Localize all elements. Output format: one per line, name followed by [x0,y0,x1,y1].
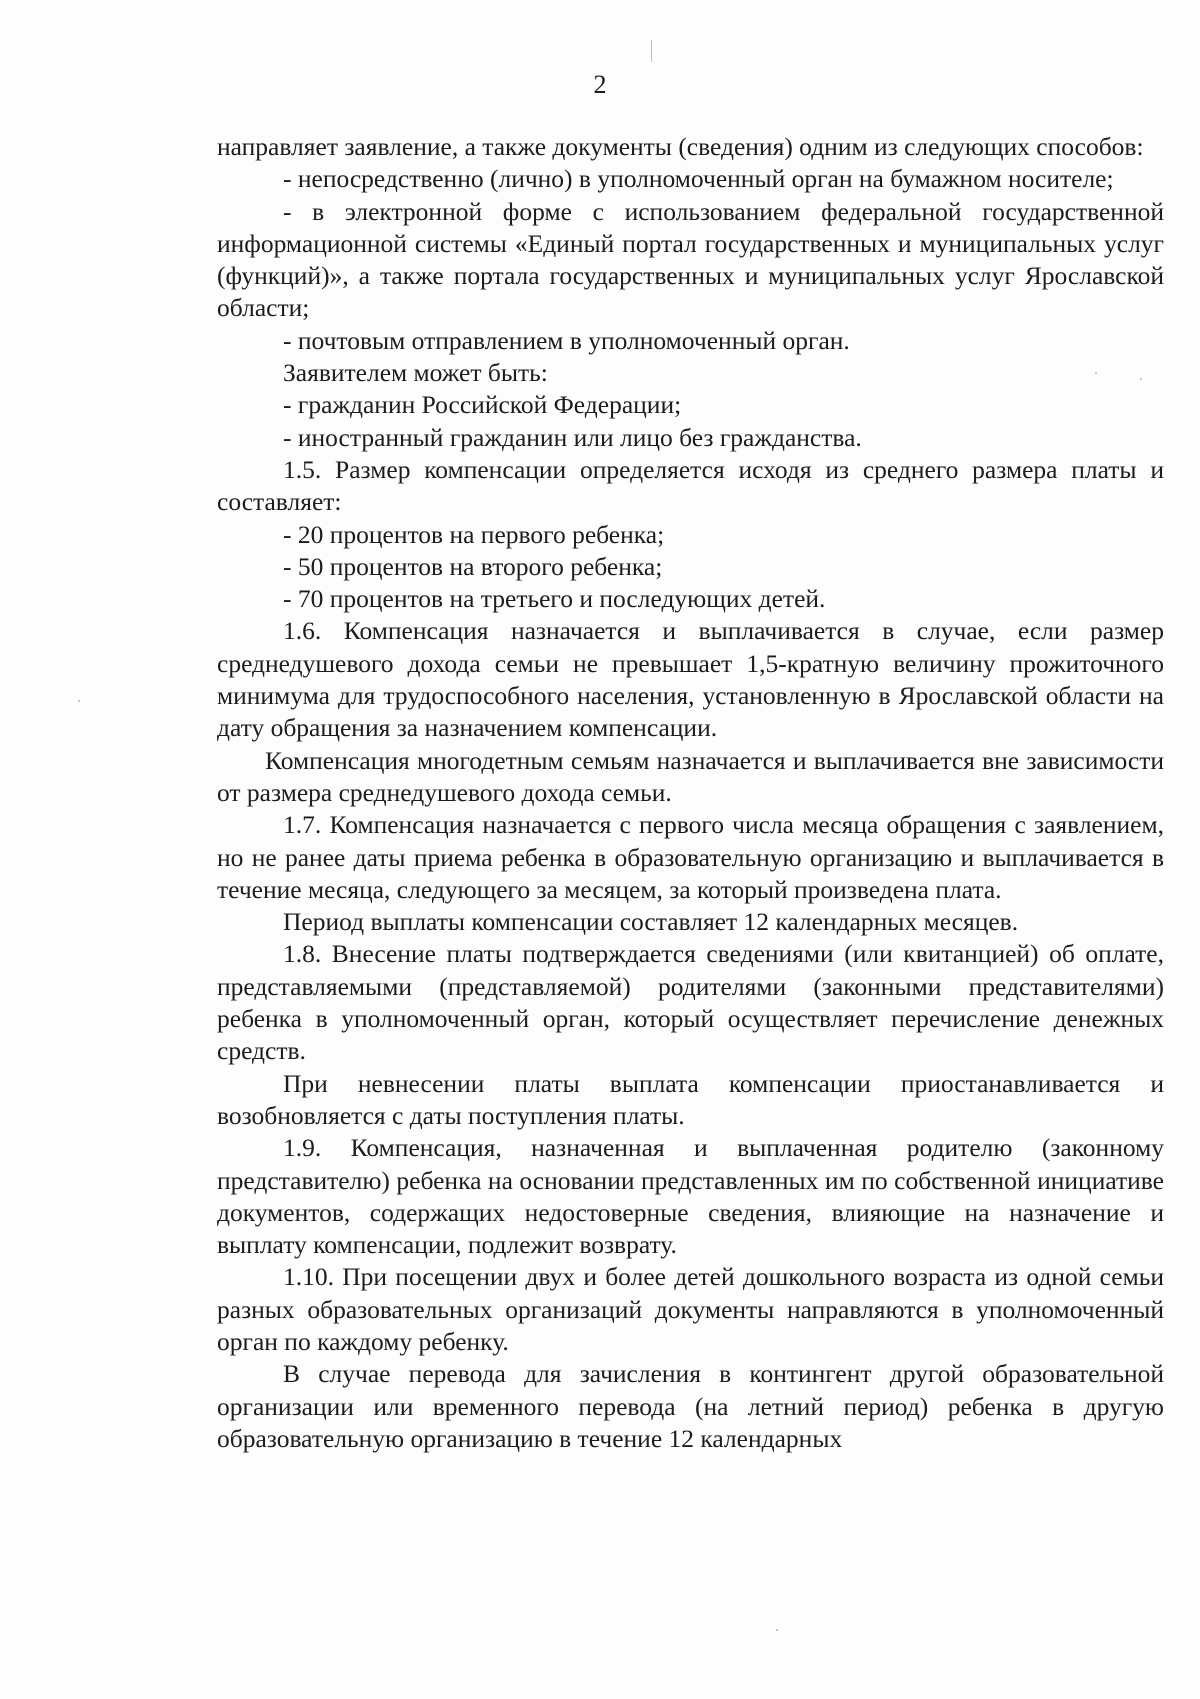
list-item: - иностранный гражданин или лицо без гражданства. [283,422,862,452]
paragraph: Компенсация многодетным семьям назначается и выплачивается вне зависимости от размера среднедушевого дохода семьи. [217,745,1164,807]
clause-1-5: 1.5. Размер компенсации определяется исходя из среднего размера платы и составляет: [217,454,1164,517]
list-item: - почтовым отправлением в уполномоченный орган. [283,325,850,355]
list-item: - непосредственно (лично) в уполномоченный орган на бумажном носителе; [283,164,1114,194]
clause-1-7: 1.7. Компенсация назначается с первого числа месяца обращения с заявлением, но не ранее даты приема ребенка в образовательную организацию и выплачивается в течение месяца, следующего за месяцем, за который произведена плата. [217,810,1164,904]
list-item: - 20 процентов на первого ребенка; [283,519,665,549]
document-body [217,131,1164,1455]
clause-1-6: 1.6. Компенсация назначается и выплачивается в случае, если размер среднедушевого дохода семьи не превышает 1,5-кратную величину прожиточного минимума для трудоспособного населения, установленную в Ярославской области на дату обращения за назначением компенсации. [217,616,1164,743]
list-item: - гражданин Российской Федерации; [283,390,682,420]
paragraph: При невнесении платы выплата компенсации приостанавливается и возобновляется с даты поступления платы. [217,1068,1164,1130]
clause-1-10: 1.10. При посещении двух и более детей дошкольного возраста из одной семьи разных образовательных организаций документы направляются в уполномоченный орган по каждому ребенку. [217,1262,1164,1356]
clause-1-8: 1.8. Внесение платы подтверждается сведениями (или квитанцией) об оплате, представляемыми (представляемой) родителями (законными представителями) ребенка в уполномоченный орган, который осуществляет перечисление денежных средств. [217,939,1164,1066]
paragraph: В случае перевода для зачисления в контингент другой образовательной организации или временного перевода (на летний период) ребенка в другую образовательную организацию в течение 12 календарных [217,1359,1164,1453]
list-item: - в электронной форме с использованием федеральной государственной информационной системы «Единый портал государственных и муниципальных услуг (функций)», а также портала государственных и муниципальных услуг Ярославской области; [217,196,1164,323]
paragraph: направляет заявление, а также документы (сведения) одним из следующих способов: [217,132,1144,161]
list-item: - 50 процентов на второго ребенка; [283,551,663,581]
clause-1-9: 1.9. Компенсация, назначенная и выплаченная родителю (законному представителю) ребенка на основании представленных им по собственной инициативе документов, содержащих недостоверные сведения, влияющие на назначение и выплату компенсации, подлежит возврату. [217,1133,1164,1260]
scan-artifact-dot [78,700,80,702]
scan-artifact-line [651,40,652,62]
paragraph: Период выплаты компенсации составляет 12 календарных месяцев. [283,907,1019,937]
scan-artifact-dot [776,1629,778,1631]
page-number: 2 [593,70,607,99]
list-item: - 70 процентов на третьего и последующих детей. [283,584,826,614]
paragraph: Заявителем может быть: [283,358,548,388]
